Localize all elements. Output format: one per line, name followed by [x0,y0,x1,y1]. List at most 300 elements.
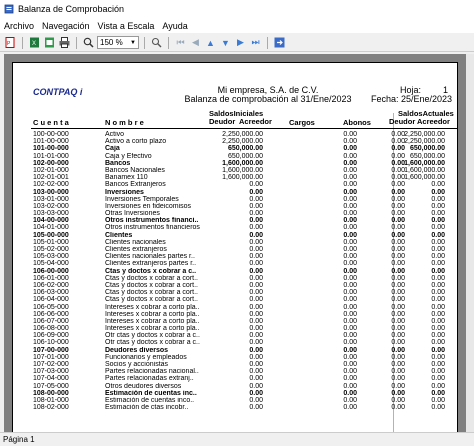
contpaq-logo: CONTPAQ i [33,87,83,97]
header-saldos-actuales: SaldosActuales [398,109,454,118]
current-debit: 0.00 [431,346,445,354]
account-code: 107-01-000 [33,353,69,361]
account-code: 102-01-000 [33,166,69,174]
page-number: 1 [443,85,449,95]
credits: 0.00 [391,267,405,275]
current-debit: 0.00 [431,289,445,297]
report-subtitle: Balanza de comprobación al 31/Ene/2023 [184,94,352,104]
credits: 0.00 [391,181,405,189]
account-code: 104-01-000 [33,224,69,232]
chevron-down-icon: ▼ [130,39,136,46]
header-nombre: N o m b r e [105,118,144,127]
toolbar-separator [144,37,145,49]
initial-debit: 2,250,000.00 [222,138,263,146]
current-debit: 0.00 [431,224,445,232]
title-bar [0,0,474,18]
account-code: 106-05-000 [33,303,69,311]
account-name: Deudores diversos [105,346,169,354]
initial-debit: 0.00 [249,195,263,203]
account-name: Caja y Efectivo [105,152,152,160]
account-code: 106-07-000 [33,317,69,325]
account-code: 106-09-000 [33,332,69,340]
account-code: 108-02-000 [33,404,69,412]
header-deudor-actual: Deudor [389,117,416,126]
credits: 0.00 [391,339,405,347]
credits: 0.00 [391,375,405,383]
table-row [33,347,458,354]
table-row [33,268,458,275]
company-name: Mi empresa, S.A. de C.V. [217,85,319,95]
credits: 0.00 [391,325,405,333]
account-code: 106-10-000 [33,339,69,347]
account-code: 104-00-000 [33,217,69,225]
account-name: Inversiones [105,188,144,196]
credits: 0.00 [391,317,405,325]
credits: 0.00 [391,396,405,404]
scroll-up-icon[interactable]: ▲ [206,37,215,48]
zoom-icon[interactable] [82,36,95,49]
page-label: Hoja: [400,85,422,95]
credits: 0.00 [391,202,405,210]
initial-debit: 1,600,000.00 [222,174,263,182]
report-page [12,62,458,432]
account-name: Ctas y doctos x cobrar a cort.. [105,274,198,282]
account-code: 107-04-000 [33,375,69,383]
credits: 0.00 [391,281,405,289]
report-viewport[interactable] [4,54,466,432]
account-code: 107-03-000 [33,368,69,376]
initial-debit: 0.00 [249,332,263,340]
initial-debit: 0.00 [249,382,263,390]
account-name: Clientes extranjeros [105,246,167,253]
account-name: Otros deudores diversos [105,382,182,390]
initial-debit: 0.00 [249,353,263,361]
menu-vista-a-escala[interactable]: Vista a Escala [97,20,155,31]
account-name: Otr ctas y doctos x cobrar a c.. [105,339,200,347]
initial-debit: 0.00 [249,246,263,253]
credits: 0.00 [391,353,405,361]
toolbar-separator [267,37,268,49]
initial-debit: 0.00 [249,274,263,282]
charges: 0.00 [343,375,357,383]
charges: 0.00 [343,138,357,146]
charges: 0.00 [343,202,357,210]
account-name: Ctas y doctos x cobrar a cort.. [105,296,198,304]
current-debit: 1,600,000.00 [404,174,445,182]
initial-debit: 0.00 [249,238,263,246]
header-cuenta: C u e n t a [33,118,69,127]
account-code: 108-00-000 [33,389,69,397]
table-row [33,390,458,397]
charges: 0.00 [343,317,357,325]
account-name: Socios y accionistas [105,361,169,368]
charges: 0.00 [343,368,357,376]
account-name: Intereses x cobrar a corto pla.. [105,317,200,325]
svg-text:P: P [7,41,11,47]
table-row [33,203,458,210]
toolbar-separator [22,37,23,49]
account-name: Clientes nacionales [105,238,166,246]
toolbar [0,34,474,52]
credits: 0.00 [391,289,405,297]
menu-archivo[interactable]: Archivo [4,20,35,31]
credits: 0.00 [391,210,405,218]
charges: 0.00 [343,145,357,153]
current-debit: 0.00 [431,253,445,261]
charges: 0.00 [343,188,357,196]
header-acreedor-actual: Acreedor [417,117,450,126]
account-name: Intereses x cobrar a corto pla.. [105,310,200,318]
initial-debit: 0.00 [249,231,263,239]
account-code: 106-01-000 [33,274,69,282]
table-row [33,311,458,318]
charges: 0.00 [343,361,357,368]
account-code: 106-08-000 [33,325,69,333]
charges: 0.00 [343,281,357,289]
credits: 0.00 [391,195,405,203]
account-name: Clientes extranjeros partes r.. [105,260,197,268]
account-name: Estimación de ctas incobr.. [105,404,189,412]
account-name: Intereses x cobrar a corto pla.. [105,303,200,311]
table-row [33,296,458,303]
table-row [33,289,458,296]
charges: 0.00 [343,303,357,311]
current-debit: 0.00 [431,325,445,333]
charges: 0.00 [343,339,357,347]
table-row [33,167,458,174]
table-row [33,153,458,160]
current-debit: 0.00 [431,404,445,412]
initial-debit: 0.00 [249,303,263,311]
account-code: 107-05-000 [33,382,69,390]
previous-page-icon[interactable]: ◀ [192,37,199,47]
account-code: 106-03-000 [33,289,69,297]
table-row [33,404,458,411]
account-name: Inversiones en fideicomisos [105,202,191,210]
current-debit: 2,250,000.00 [404,131,445,138]
table-row [33,174,458,181]
current-debit: 0.00 [431,231,445,239]
table-row [33,253,458,260]
table-row [33,304,458,311]
table-row [33,210,458,217]
menu-bar [0,18,474,33]
account-name: Inversiones Temporales [105,195,179,203]
table-row [33,375,458,382]
initial-debit: 0.00 [249,389,263,397]
credits: 0.00 [391,224,405,232]
account-name: Ctas y doctos x cobrar a c.. [105,267,197,275]
charges: 0.00 [343,174,357,182]
current-debit: 1,600,000.00 [404,159,445,167]
current-debit: 1,600,000.00 [404,166,445,174]
account-code: 101-00-000 [33,145,69,153]
initial-debit: 0.00 [249,224,263,232]
current-debit: 650,000.00 [409,145,445,153]
initial-debit: 1,600,000.00 [222,159,263,167]
initial-debit: 0.00 [249,339,263,347]
account-name: Otr ctas y doctos x cobrar a c.. [105,332,200,340]
account-code: 105-00-000 [33,231,69,239]
first-page-icon[interactable]: ⏮ [176,37,185,47]
current-debit: 0.00 [431,368,445,376]
scroll-down-icon[interactable]: ▼ [221,37,230,48]
table-row [33,145,458,152]
account-code: 102-02-000 [33,181,69,189]
account-name: Otros instrumentos financi.. [105,217,199,225]
header-cargos: Cargos [289,118,315,127]
report-date: Fecha: 25/Ene/2023 [371,94,453,104]
credits: 0.00 [391,231,405,239]
charges: 0.00 [343,152,357,160]
print-icon[interactable] [58,36,71,49]
charges: 0.00 [343,166,357,174]
account-code: 107-00-000 [33,346,69,354]
initial-debit: 0.00 [249,253,263,261]
table-row [33,246,458,253]
header-acreedor: Acreedor [239,117,272,126]
credits: 0.00 [391,368,405,376]
account-name: Otros instrumentos financieros [105,224,200,232]
table-row [33,217,458,224]
charges: 0.00 [343,310,357,318]
charges: 0.00 [343,131,357,138]
table-row [33,181,458,188]
current-debit: 2,250,000.00 [404,138,445,146]
account-code: 106-00-000 [33,267,69,275]
current-debit: 0.00 [431,389,445,397]
account-name: Otras Inversiones [105,210,160,218]
account-code: 103-01-000 [33,195,69,203]
initial-debit: 0.00 [249,267,263,275]
credits: 0.00 [391,274,405,282]
account-code: 107-02-000 [33,361,69,368]
current-debit: 0.00 [431,296,445,304]
table-row [33,131,458,138]
initial-debit: 0.00 [249,202,263,210]
toolbar-separator [168,37,169,49]
account-code: 106-04-000 [33,296,69,304]
charges: 0.00 [343,396,357,404]
account-code: 100-00-000 [33,131,69,138]
credits: 0.00 [391,138,405,146]
account-code: 106-02-000 [33,281,69,289]
table-row [33,332,458,339]
credits: 0.00 [391,389,405,397]
charges: 0.00 [343,217,357,225]
table-row [33,361,458,368]
current-debit: 0.00 [431,260,445,268]
charges: 0.00 [343,159,357,167]
credits: 0.00 [391,174,405,182]
export-excel-icon[interactable] [28,36,41,49]
svg-text:X: X [32,41,37,47]
header-saldos-iniciales: SaldosIniciales [209,109,264,118]
charges: 0.00 [343,253,357,261]
status-bar [0,432,474,446]
menu-ayuda[interactable]: Ayuda [162,20,188,31]
account-name: Ctas y doctos x cobrar a cort.. [105,289,198,297]
account-name: Banamex 110 [105,174,148,182]
charges: 0.00 [343,195,357,203]
credits: 0.00 [391,253,405,261]
current-debit: 0.00 [431,382,445,390]
table-row [33,260,458,267]
current-debit: 0.00 [431,195,445,203]
credits: 0.00 [391,246,405,253]
credits: 0.00 [391,159,405,167]
export-sheet-icon[interactable] [43,36,56,49]
current-debit: 0.00 [431,267,445,275]
account-name: Caja [105,145,120,153]
table-row [33,239,458,246]
initial-debit: 0.00 [249,289,263,297]
charges: 0.00 [343,181,357,189]
credits: 0.00 [391,303,405,311]
export-pdf-icon[interactable] [4,36,17,49]
account-name: Activo [105,131,125,138]
charges: 0.00 [343,224,357,232]
credits: 0.00 [391,404,405,412]
account-code: 105-04-000 [33,260,69,268]
table-row [33,354,458,361]
credits: 0.00 [391,296,405,304]
search-icon[interactable] [150,36,163,49]
initial-debit: 0.00 [249,325,263,333]
account-code: 103-03-000 [33,210,69,218]
account-name: Clientes [105,231,133,239]
table-row [33,224,458,231]
initial-debit: 0.00 [249,368,263,376]
header-deudor: Deudor [209,117,236,126]
current-debit: 650,000.00 [409,152,445,160]
account-name: Partes relacionadas extranj.. [105,375,194,383]
charges: 0.00 [343,346,357,354]
credits: 0.00 [391,188,405,196]
table-row [33,397,458,404]
initial-debit: 0.00 [249,375,263,383]
credits: 0.00 [391,260,405,268]
account-name: Activo a corto plazo [105,138,167,146]
current-debit: 0.00 [431,310,445,318]
initial-debit: 0.00 [249,404,263,412]
account-code: 103-02-000 [33,202,69,210]
current-debit: 0.00 [431,281,445,289]
table-row [33,318,458,325]
account-code: 103-00-000 [33,188,69,196]
header-rule [31,128,457,129]
account-code: 106-06-000 [33,310,69,318]
credits: 0.00 [391,238,405,246]
table-row [33,275,458,282]
app-icon [4,4,14,14]
initial-debit: 0.00 [249,188,263,196]
toolbar-separator [76,37,77,49]
account-name: Partes relacionadas nacional.. [105,368,199,376]
charges: 0.00 [343,210,357,218]
table-row [33,368,458,375]
window-title: Balanza de Comprobación [18,4,125,14]
account-name: Ctas y doctos x cobrar a cort.. [105,281,198,289]
account-name: Funcionarios y empleados [105,353,187,361]
credits: 0.00 [391,382,405,390]
current-debit: 0.00 [431,353,445,361]
table-row [33,325,458,332]
current-debit: 0.00 [431,217,445,225]
initial-debit: 0.00 [249,317,263,325]
charges: 0.00 [343,325,357,333]
account-name: Estimación de cuentas inc.. [105,389,197,397]
charges: 0.00 [343,238,357,246]
account-name: Bancos Extranjeros [105,181,166,189]
table-row [33,282,458,289]
initial-debit: 0.00 [249,361,263,368]
current-debit: 0.00 [431,303,445,311]
credits: 0.00 [391,217,405,225]
table-row [33,196,458,203]
initial-debit: 650,000.00 [227,152,263,160]
current-debit: 0.00 [431,274,445,282]
current-debit: 0.00 [431,181,445,189]
credits: 0.00 [391,145,405,153]
credits: 0.00 [391,152,405,160]
menu-navegacion[interactable]: Navegación [42,20,90,31]
account-code: 101-01-000 [33,152,69,160]
credits: 0.00 [391,310,405,318]
current-debit: 0.00 [431,317,445,325]
current-debit: 0.00 [431,361,445,368]
initial-debit: 0.00 [249,346,263,354]
account-code: 102-01-001 [33,174,69,182]
initial-debit: 650,000.00 [227,145,263,153]
charges: 0.00 [343,274,357,282]
account-name: Clientes nacionales partes r.. [105,253,195,261]
current-debit: 0.00 [431,339,445,347]
account-code: 102-00-000 [33,159,69,167]
charges: 0.00 [343,404,357,412]
vertical-scrollbar[interactable] [466,54,474,432]
credits: 0.00 [391,361,405,368]
initial-debit: 2,250,000.00 [222,131,263,138]
charges: 0.00 [343,289,357,297]
initial-debit: 0.00 [249,260,263,268]
initial-debit: 0.00 [249,310,263,318]
exit-icon[interactable] [273,36,286,49]
last-page-icon[interactable]: ⏭ [251,37,260,47]
initial-debit: 0.00 [249,217,263,225]
charges: 0.00 [343,389,357,397]
next-page-icon[interactable]: ▶ [237,37,244,47]
account-code: 105-01-000 [33,238,69,246]
charges: 0.00 [343,267,357,275]
charges: 0.00 [343,246,357,253]
table-row [33,339,458,346]
current-debit: 0.00 [431,396,445,404]
charges: 0.00 [343,332,357,340]
account-code: 108-01-000 [33,396,69,404]
current-debit: 0.00 [431,246,445,253]
zoom-select[interactable] [97,36,139,49]
current-debit: 0.00 [431,375,445,383]
initial-debit: 0.00 [249,281,263,289]
initial-debit: 0.00 [249,210,263,218]
table-row [33,160,458,167]
initial-debit: 0.00 [249,396,263,404]
current-debit: 0.00 [431,332,445,340]
table-row [33,383,458,390]
account-code: 105-03-000 [33,253,69,261]
charges: 0.00 [343,231,357,239]
